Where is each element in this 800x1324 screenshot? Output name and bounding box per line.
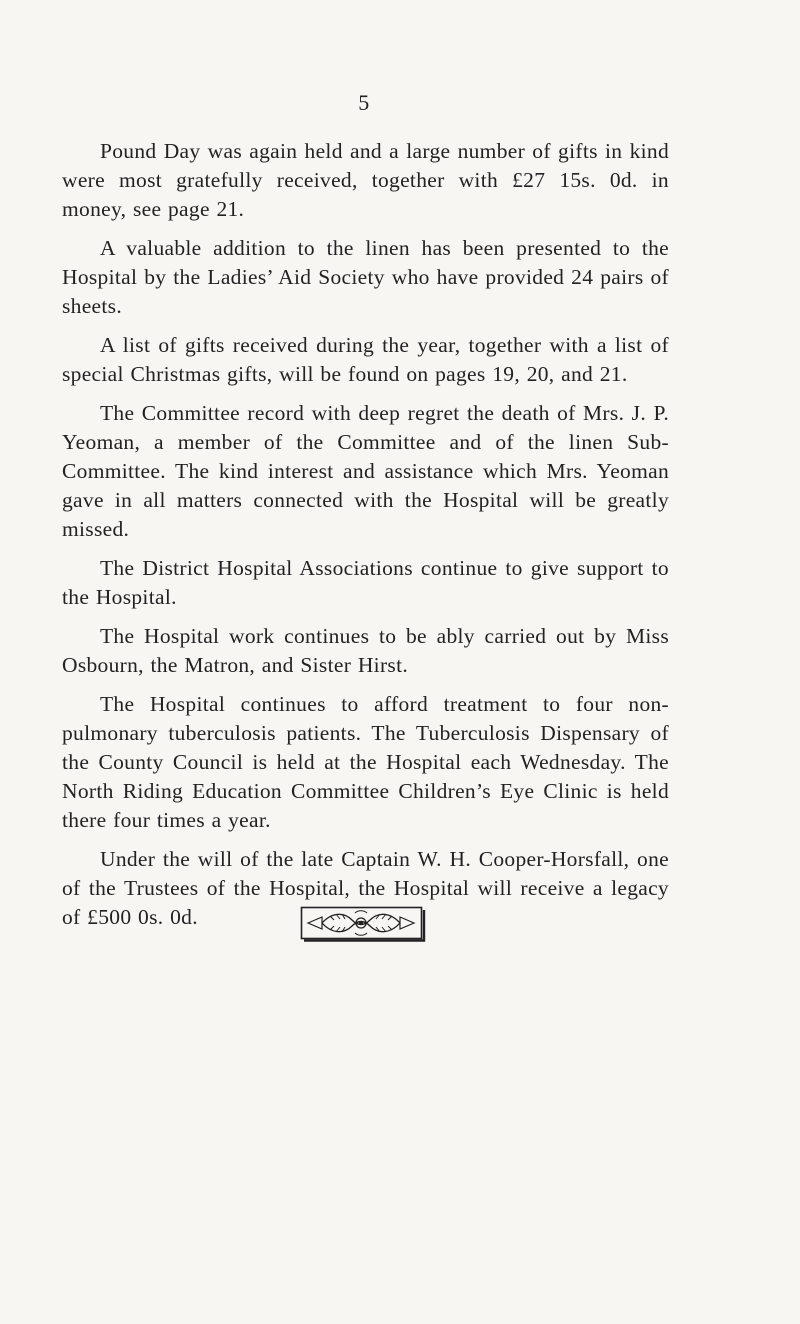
decorative-scroll-ornament-icon (300, 906, 426, 942)
paragraph-tuberculosis-treatment: The Hospital continues to afford treatment to four non-pulmonary tuberculosis patients. The Tuberculosis Dispensary of the County Council is held at the Hospital each Wednesday. The North Riding Education Committee Children’s Eye Clinic is held there four times a year. (62, 692, 669, 832)
paragraph-pound-day: Pound Day was again held and a large number of gifts in kind were most gratefully received, together with £27 15s. 0d. in money, see page 21. (62, 139, 669, 221)
paragraph-linen-gift: A valuable addition to the linen has been presented to the Hospital by the Ladies’ Aid Society who have provided 24 pairs of sheets. (62, 236, 669, 318)
page-number: 5 (358, 90, 370, 115)
paragraph-district-associations: The District Hospital Associations continue to give support to the Hospital. (62, 556, 669, 609)
paragraph-obituary: The Committee record with deep regret the death of Mrs. J. P. Yeoman, a member of the Committee and of the linen Sub-Committee. The kind interest and assistance which Mrs. Yeoman gave in all matters connected with the Hospital will be greatly missed. (62, 401, 669, 541)
body-text (62, 137, 669, 942)
paragraph-legacy: Under the will of the late Captain W. H. Cooper-Horsfall, one of the Trustees of the Hospital, the Hospital will receive a legacy of £500 0s. 0d. (62, 847, 669, 929)
paragraph-gifts-list: A list of gifts received during the year, together with a list of special Christmas gifts, will be found on pages 19, 20, and 21. (62, 333, 669, 386)
paragraph-hospital-staff: The Hospital work continues to be ably carried out by Miss Osbourn, the Matron, and Sister Hirst. (62, 624, 669, 677)
